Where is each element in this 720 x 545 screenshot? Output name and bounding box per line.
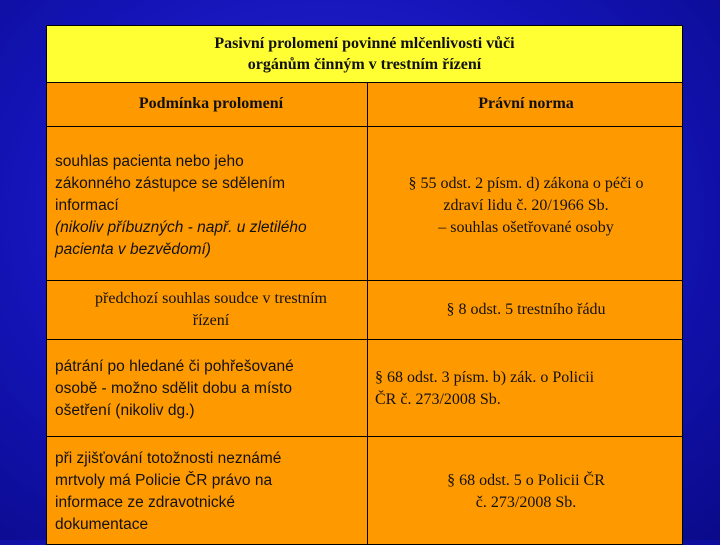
header-norm: Právní norma [478, 95, 574, 112]
row-divider [47, 339, 682, 340]
row-divider [47, 280, 682, 281]
row-3-condition: pátrání po hledané či pohřešované osobě - možno sdělit dobu a místo ošetření (nikoliv dg.) [55, 358, 294, 419]
row-1-condition: souhlas pacienta nebo jeho zákonného zástupce se sdělením informací (nikoliv příbuzných - např. u zletilého pacienta v bezvědomí) [55, 153, 307, 258]
header-condition: Podmínka prolomení [138, 95, 284, 112]
row-4-condition: při zjišťování totožnosti neznámé mrtvoly má Policie ČR právo na informace ze zdravotnické dokumentace [55, 450, 282, 533]
title-line-1: Pasivní prolomení povinné mlčenlivosti vůči [214, 35, 515, 52]
row-divider [47, 436, 682, 437]
row-2-norm: § 8 odst. 5 trestního řádu [446, 301, 606, 318]
row-1-norm: § 55 odst. 2 písm. d) zákona o péči o zdraví lidu č. 20/1966 Sb. – souhlas ošetřované osoby [408, 175, 644, 236]
table-title [47, 26, 682, 83]
row-2-condition: předchozí souhlas soudce v trestním řízení [95, 290, 327, 329]
title-line-2: orgánům činným v trestním řízení [247, 56, 482, 73]
row-3-norm: § 68 odst. 3 písm. b) zák. o Policii ČR č. 273/2008 Sb. [375, 369, 595, 408]
legal-table [46, 25, 683, 545]
row-4-norm: § 68 odst. 5 o Policii ČR č. 273/2008 Sb. [447, 472, 605, 511]
row-divider [47, 126, 682, 127]
column-divider [367, 82, 368, 544]
